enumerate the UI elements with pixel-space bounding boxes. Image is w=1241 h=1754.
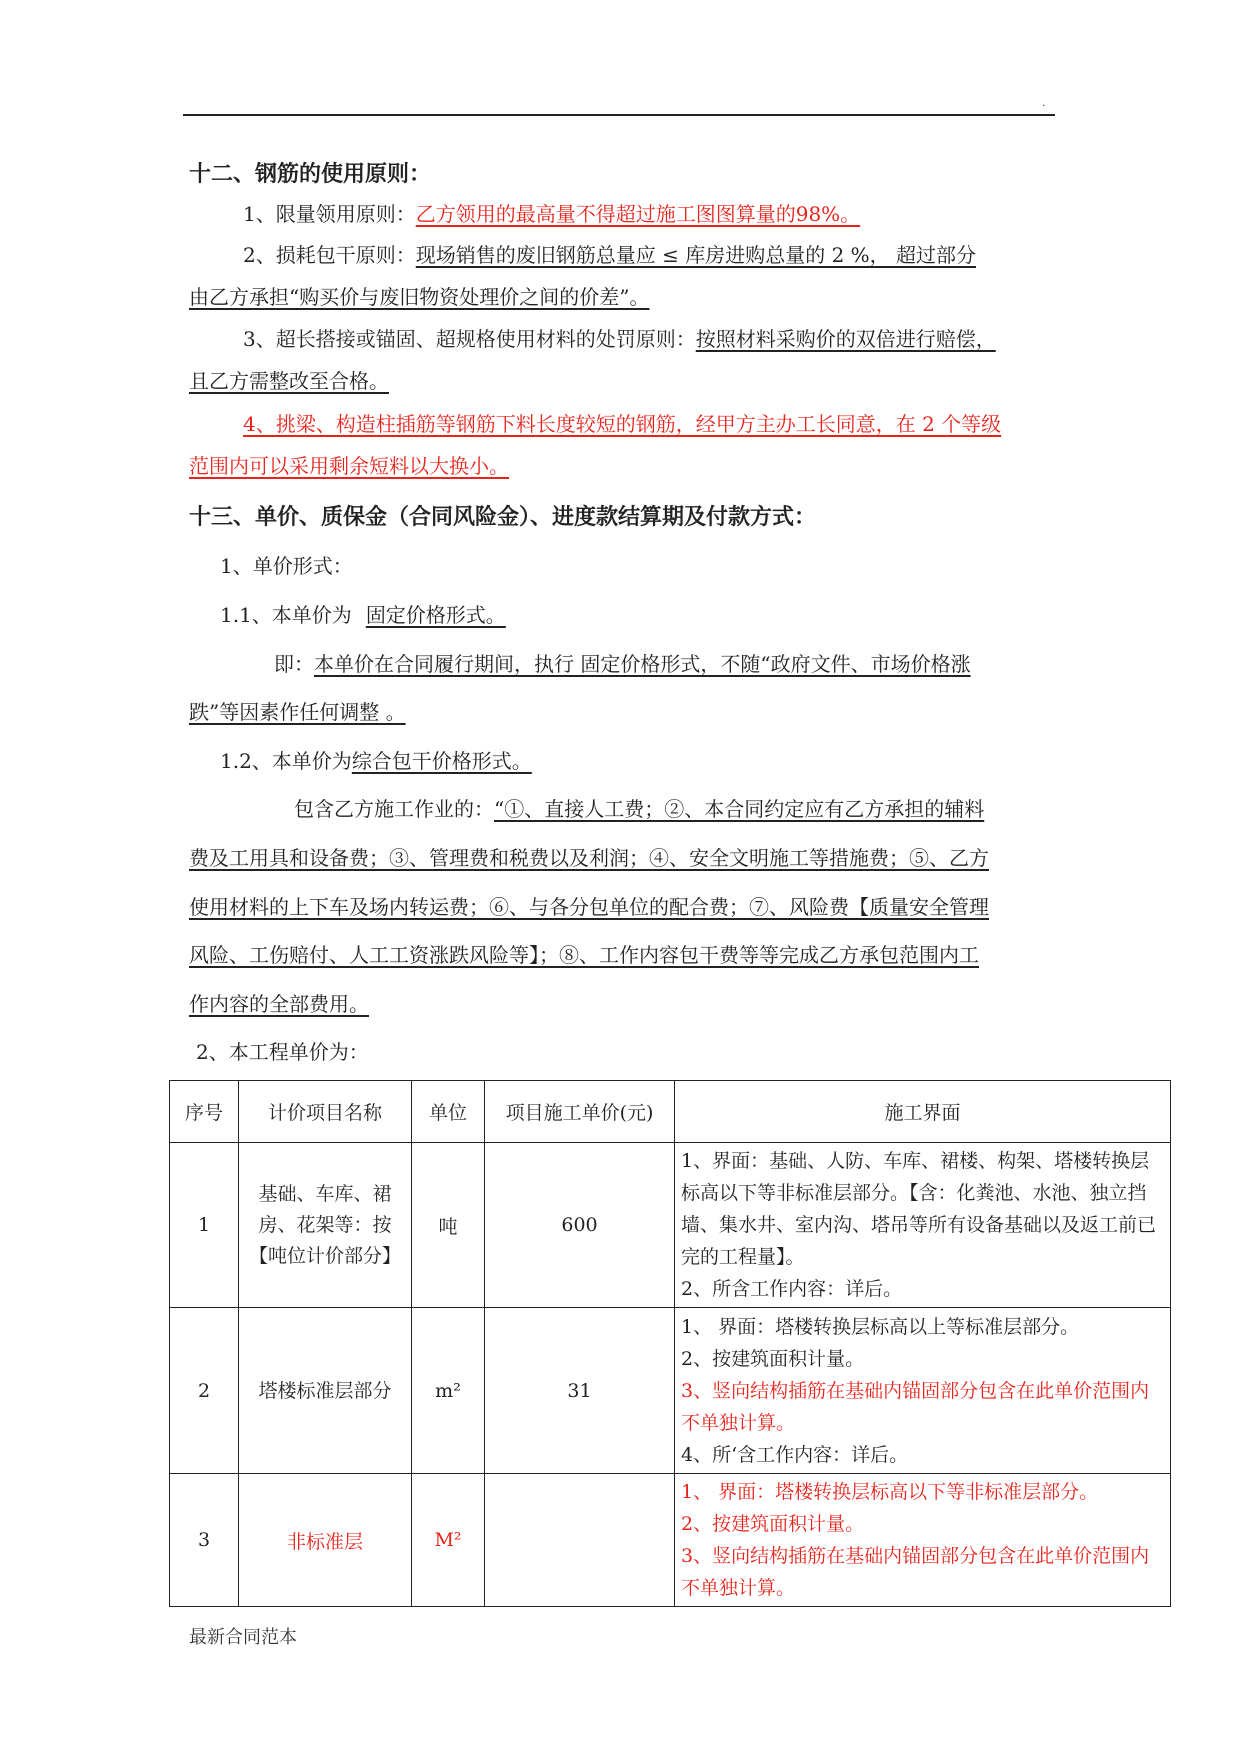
row-name: 塔楼标准层部分 <box>239 1308 412 1474</box>
scope-line: 1、界面：基础、人防、车库、裙楼、构架、塔楼转换层标高以下等非标准层部分。【含：化粪池、水池、独立挡墙、集水井、室内沟、塔吊等所有设备基础以及返工前已完的工程量】。 <box>681 1150 1157 1268</box>
scope-line: 4、所‘含工作内容：详后。 <box>681 1443 909 1466</box>
col-header-name: 计价项目名称 <box>239 1081 412 1143</box>
s13-ji-label: 即： <box>274 652 314 676</box>
scope-line: 2、所含工作内容：详后。 <box>681 1278 903 1300</box>
row-scope <box>675 1143 1171 1308</box>
s13-ji-line <box>274 650 971 678</box>
page-footer: 最新合同范本 <box>189 1627 297 1648</box>
row-no: 1 <box>170 1143 239 1308</box>
scope-line: 3、竖向结构插筋在基础内锚固部分包含在此单价范围内不单独计算。 <box>681 1545 1150 1599</box>
s12-item-4: 4、挑梁、构造柱插筋等钢筋下料长度较短的钢筋，经甲方主办工长同意，在 2 个等级 <box>243 412 1002 436</box>
unit-price-table <box>169 1080 1171 1607</box>
row-no: 3 <box>170 1474 239 1607</box>
s13-project-price-label: 2、本工程单价为： <box>196 1040 369 1064</box>
s13-item-1-1-label: 1.1、本单价为 <box>220 603 352 627</box>
table-header-row <box>170 1081 1171 1143</box>
s13-ji-cont: 跌”等因素作任何调整 。 <box>189 700 406 724</box>
header-mark: . <box>1042 96 1046 109</box>
row-name: 基础、车库、裙房、花架等：按【吨位计价部分】 <box>239 1143 412 1308</box>
s13-item-1-1-body: 固定价格形式。 <box>365 603 506 627</box>
col-header-unit: 单位 <box>412 1081 485 1143</box>
s13-item-1-2-label: 1.2、本单价为 <box>220 749 352 773</box>
row-unit: m² <box>412 1308 485 1474</box>
table-row <box>170 1143 1171 1308</box>
s13-include-line-3: 使用材料的上下车及场内转运费；⑥、与各分包单位的配合费；⑦、风险费【质量安全管理 <box>189 895 989 919</box>
s12-item-3-label: 3、超长搭接或锚固、超规格使用材料的处罚原则： <box>243 327 696 351</box>
row-price: 600 <box>485 1143 675 1308</box>
table-row <box>170 1308 1171 1474</box>
scope-line: 1、 界面：塔楼转换层标高以上等标准层部分。 <box>681 1315 1080 1338</box>
s12-item-3 <box>243 325 996 353</box>
s12-item-2-label: 2、损耗包干原则： <box>243 243 416 267</box>
s12-item-1-body: 乙方领用的最高量不得超过施工图图算量的98%。 <box>415 202 861 226</box>
s12-item-2 <box>243 241 976 269</box>
header-rule <box>183 114 1055 116</box>
row-scope <box>675 1308 1171 1474</box>
s12-item-2-cont: 由乙方承担“购买价与废旧物资处理价之间的价差”。 <box>189 285 650 309</box>
scope-line: 3、竖向结构插筋在基础内锚固部分包含在此单价范围内不单独计算。 <box>681 1379 1150 1434</box>
row-unit: M² <box>412 1474 485 1607</box>
row-unit: 吨 <box>412 1143 485 1308</box>
s12-item-3-body: 按照材料采购价的双倍进行赔偿， <box>695 327 996 351</box>
s12-item-1-label: 1、限量领用原则： <box>243 202 416 226</box>
s12-item-3-cont: 且乙方需整改至合格。 <box>189 369 389 393</box>
s13-ji-body: 本单价在合同履行期间，执行 固定价格形式，不随“政府文件、市场价格涨 <box>314 652 971 676</box>
row-price <box>485 1474 675 1607</box>
s12-item-1 <box>243 200 860 228</box>
table-row <box>170 1474 1171 1607</box>
s13-item-1-2 <box>220 747 532 775</box>
s13-include-label: 包含乙方施工作业的： <box>294 797 494 821</box>
col-header-no: 序号 <box>170 1081 239 1143</box>
s12-item-2-body: 现场销售的废旧钢筋总量应 ≤ 库房进购总量的 2 %， 超过部分 <box>415 243 977 267</box>
scope-line: 1、 界面：塔楼转换层标高以下等非标准层部分。 <box>681 1481 1099 1503</box>
row-no: 2 <box>170 1308 239 1474</box>
s13-include-line-4: 风险、工伤赔付、人工工资涨跌风险等】；⑧、工作内容包干费等等完成乙方承包范围内工 <box>189 943 979 967</box>
section-13-heading: 十三、单价、质保金（合同风险金）、进度款结算期及付款方式： <box>189 505 817 530</box>
s13-unit-price-form: 1、单价形式： <box>220 554 353 578</box>
scope-line: 2、按建筑面积计量。 <box>681 1513 865 1535</box>
s13-include-line-1 <box>294 795 984 823</box>
s13-item-1-2-body: 综合包干价格形式。 <box>351 749 532 773</box>
row-name: 非标准层 <box>239 1474 412 1607</box>
s13-include-line-2: 费及工用具和设备费；③、管理费和税费以及利润；④、安全文明施工等措施费；⑤、乙方 <box>189 846 989 870</box>
row-scope <box>675 1474 1171 1607</box>
s12-item-4-cont: 范围内可以采用剩余短料以大换小。 <box>189 454 509 478</box>
scope-line: 2、按建筑面积计量。 <box>681 1347 865 1370</box>
s13-include-line-5: 作内容的全部费用。 <box>189 992 369 1016</box>
s13-include-body-1: “①、直接人工费；②、本合同约定应有乙方承担的辅料 <box>494 797 985 821</box>
row-price: 31 <box>485 1308 675 1474</box>
col-header-price: 项目施工单价(元) <box>485 1081 675 1143</box>
col-header-scope: 施工界面 <box>675 1081 1171 1143</box>
section-12-heading: 十二、钢筋的使用原则： <box>189 162 432 187</box>
s13-item-1-1 <box>220 601 506 629</box>
